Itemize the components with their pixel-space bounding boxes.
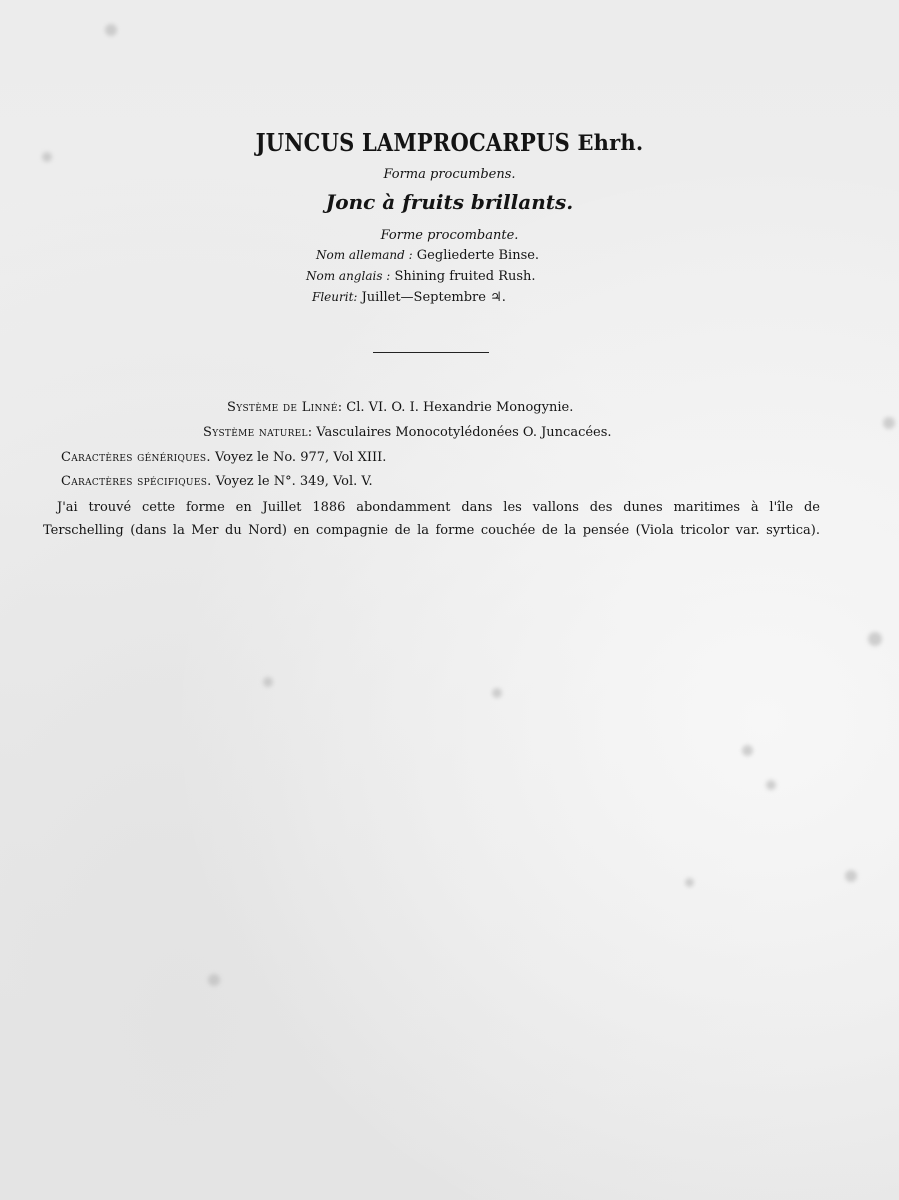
paper-speck	[208, 974, 220, 986]
generic-characters-line	[61, 450, 386, 465]
natural-system-label: Système naturel	[203, 425, 308, 440]
species-title	[0, 130, 899, 155]
flowering-label: Fleurit:	[312, 290, 358, 304]
generic-characters-label: Caractères génériques.	[61, 450, 211, 465]
paper-speck	[845, 870, 857, 882]
flowering-row	[312, 290, 506, 305]
linne-system-value: : Cl. VI. O. I. Hexandrie Monogynie.	[337, 400, 574, 415]
species-author: Ehrh.	[577, 130, 644, 155]
specific-characters-value: Voyez le N°. 349, Vol. V.	[215, 474, 373, 489]
specific-characters-label: Caractères spécifiques.	[61, 474, 212, 489]
forma-latin: Forma procumbens.	[383, 167, 516, 182]
paper-speck	[492, 688, 502, 698]
name-german-value: Gegliederte Binse.	[416, 248, 540, 263]
forme-french: Forme procombante.	[380, 228, 519, 243]
french-title: Jonc à fruits brillants.	[325, 190, 574, 214]
linne-system-line	[227, 400, 573, 415]
paper-speck	[766, 780, 776, 790]
species-name: JUNCUS LAMPROCARPUS	[255, 128, 570, 157]
paper-speck	[263, 677, 273, 687]
separator-rule	[373, 352, 489, 353]
name-german-row	[316, 248, 539, 263]
description-paragraph	[43, 496, 820, 542]
paper-speck	[883, 417, 895, 429]
linne-system-label: Système de Linné	[227, 400, 338, 415]
name-english-row	[306, 269, 536, 284]
paper-speck	[105, 24, 117, 36]
paragraph-line-2: Terschelling (dans la Mer du Nord) en compagnie de la forme couchée de la pensée (Viola tricolor var. syrtica).	[43, 523, 820, 538]
generic-characters-value: Voyez le No. 977, Vol XIII.	[214, 450, 387, 465]
specific-characters-line	[61, 474, 373, 489]
name-english-value: Shining fruited Rush.	[394, 269, 536, 284]
paper-speck	[685, 878, 694, 887]
name-english-label: Nom anglais :	[306, 269, 391, 283]
paragraph-line-1: J'ai trouvé cette forme en Juillet 1886 abondamment dans les vallons des dunes maritimes à l'île de	[57, 500, 820, 515]
paper-speck	[742, 745, 753, 756]
flowering-value: Juillet—Septembre ♃.	[361, 290, 506, 305]
paper-speck	[868, 632, 882, 646]
natural-system-value: : Vasculaires Monocotylédonées O. Juncacées.	[307, 425, 612, 440]
natural-system-line	[203, 425, 612, 440]
name-german-label: Nom allemand :	[316, 248, 413, 262]
